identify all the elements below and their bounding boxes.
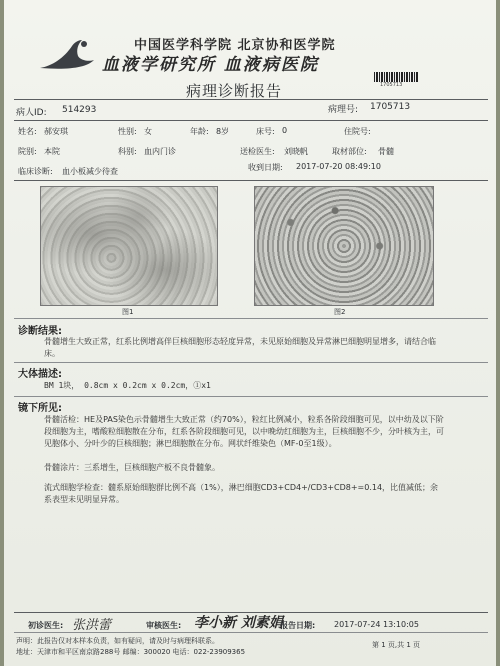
report-date-value: 2017-07-24 13:10:05 (334, 620, 419, 629)
site-value: 骨髓 (378, 147, 394, 156)
barcode-number: 1705713 (380, 82, 403, 88)
report-paper (4, 0, 496, 666)
review-doctor-signature: 李小新 刘素娟 (194, 615, 283, 631)
histology-image-2 (254, 186, 434, 306)
pathology-no-label: 病理号: (328, 105, 359, 115)
figure-1-caption: 图1 (122, 308, 134, 316)
patient-id-value: 514293 (62, 105, 97, 115)
hospital-logo (38, 38, 96, 72)
age-value: 8岁 (216, 127, 230, 136)
clinical-dx-label: 临床诊断: (18, 167, 53, 176)
gross-text: BM 1块， 0.8cm x 0.2cm x 0.2cm，①x1 (44, 381, 211, 390)
report-date-label: 报告日期: (280, 621, 316, 630)
received-date-value: 2017-07-20 08:49:10 (296, 162, 381, 171)
address-text: 地址：天津市和平区南京路288号 邮编：300020 电话：022-23909365 (16, 648, 246, 656)
diagnosis-title: 诊断结果: (18, 326, 62, 337)
primary-doctor-label: 初诊医生: (28, 621, 64, 630)
dept-label: 科别: (118, 147, 137, 156)
hospital-label: 院别: (18, 147, 37, 156)
patient-id-label: 病人ID: (16, 108, 47, 118)
histology-image-1 (40, 186, 218, 306)
institution-line2: 血液学研究所 血液病医院 (102, 55, 319, 75)
microscopy-paragraph-3: 流式细胞学检查：髓系原始细胞群比例不高（1%），淋巴细胞CD3+CD4+/CD3+CD8+=0.14，比值减低；余系表型未见明显异常。 (44, 483, 439, 504)
institution-line1: 中国医学科学院 北京协和医学院 (134, 38, 336, 53)
microscopy-paragraph-2: 骨髓涂片：三系增生，巨核细胞产板不良骨髓象。 (44, 463, 220, 472)
sex-label: 性别: (118, 127, 137, 136)
review-doctor-label: 审核医生: (146, 621, 182, 630)
diagnosis-text: 骨髓增生大致正常，红系比例增高伴巨核细胞形态轻度异常，未见原始细胞及异常淋巴细胞明显增多，请结合临床。 (44, 337, 436, 358)
name-label: 姓名: (18, 127, 37, 136)
doctor-value: 刘晓帆 (284, 147, 308, 156)
site-label: 取材部位: (332, 147, 367, 156)
admission-label: 住院号: (344, 127, 371, 136)
dept-value: 血内门诊 (144, 147, 176, 156)
figure-2-caption: 图2 (334, 308, 346, 316)
bed-label: 床号: (256, 127, 275, 136)
report-title: 病理诊断报告 (186, 82, 283, 100)
sex-value: 女 (144, 127, 152, 136)
microscopy-title: 镜下所见: (18, 403, 62, 414)
barcode (374, 72, 418, 82)
clinical-dx-value: 血小板减少待查 (62, 167, 118, 176)
pathology-no-value: 1705713 (370, 102, 411, 112)
gross-title: 大体描述: (18, 369, 62, 380)
page-info: 第 1 页,共 1 页 (372, 641, 421, 649)
bed-value: 0 (282, 126, 288, 135)
doctor-label: 送检医生: (240, 147, 275, 156)
disclaimer-text: 声明：此报告仅对本样本负责，如有疑问，请及时与病理科联系。 (16, 637, 219, 645)
primary-doctor-signature: 张洪蕾 (72, 618, 112, 633)
hospital-value: 本院 (44, 147, 60, 156)
name-value: 郝安琪 (44, 127, 68, 136)
age-label: 年龄: (190, 127, 209, 136)
microscopy-paragraph-1: 骨髓活检：HE及PAS染色示骨髓增生大致正常（约70%），粒红比例减小，粒系各阶段细胞可见，以中幼及以下阶段细胞为主，嗜酸粒细胞散在分布，红系各阶段细胞可见，以中晚幼红细胞为主，巨核细胞不少，分叶核为主，可见胞体小、分叶少的巨核细胞；淋巴细胞散在分布。网状纤维染色（MF-0至1级）。 (44, 415, 444, 448)
received-date-label: 收到日期: (248, 163, 283, 172)
